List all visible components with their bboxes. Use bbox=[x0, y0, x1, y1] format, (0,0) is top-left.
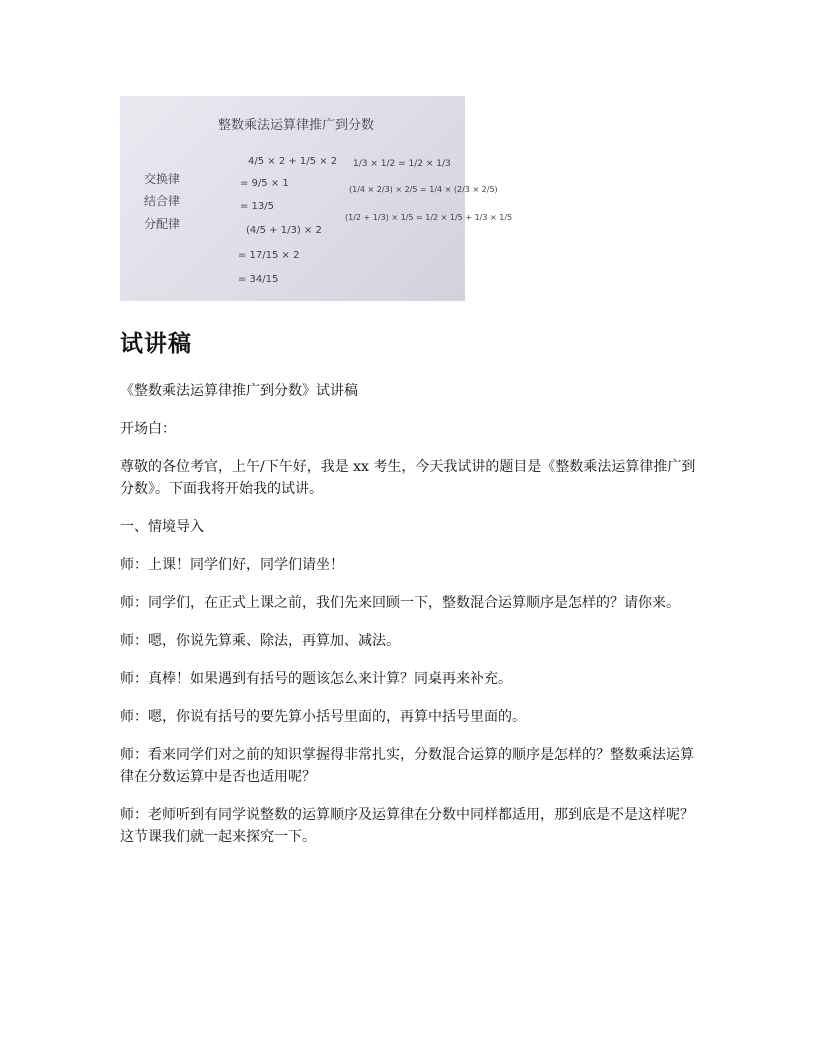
photo-label-associative: 结合律 bbox=[144, 194, 181, 208]
photo-law-line: (1/2 + 1/3) × 1/5 = 1/2 × 1/5 + 1/3 × 1/5 bbox=[345, 213, 513, 222]
photo-work-line: = 9/5 × 1 bbox=[240, 178, 289, 189]
handwritten-notes-photo bbox=[120, 96, 513, 301]
photo-work-line: (4/5 + 1/3) × 2 bbox=[246, 225, 322, 236]
photo-label-distributive: 分配律 bbox=[144, 217, 181, 231]
paragraph: 师：真棒！如果遇到有括号的题该怎么来计算？同桌再来补充。 bbox=[120, 671, 512, 687]
paragraph: 师：看来同学们对之前的知识掌握得非常扎实，分数混合运算的顺序是怎样的？整数乘法运算律在分数运算中是否也适用呢？ bbox=[120, 747, 694, 785]
paragraph: 师：老师听到有同学说整数的运算顺序及运算律在分数中同样都适用，那到底是不是这样呢？这节课我们就一起来探究一下。 bbox=[120, 807, 694, 845]
photo-work-line: = 34/15 bbox=[238, 274, 279, 285]
paragraph: 尊敬的各位考官，上午/下午好，我是 xx 考生，今天我试讲的题目是《整数乘法运算律推广到分数》。下面我将开始我的试讲。 bbox=[120, 459, 696, 497]
paragraph: 开场白： bbox=[120, 421, 176, 437]
photo-title: 整数乘法运算律推广到分数 bbox=[218, 118, 375, 133]
paragraph: 师：嗯，你说先算乘、除法，再算加、减法。 bbox=[120, 633, 400, 649]
photo-work-line: 4/5 × 2 + 1/5 × 2 bbox=[248, 156, 338, 167]
paragraph: 师：嗯，你说有括号的要先算小括号里面的，再算中括号里面的。 bbox=[120, 709, 526, 725]
paragraph: 师：同学们，在正式上课之前，我们先来回顾一下，整数混合运算顺序是怎样的？请你来。 bbox=[120, 595, 680, 611]
handwriting-drawing bbox=[120, 96, 513, 301]
doc-title-line: 《整数乘法运算律推广到分数》试讲稿 bbox=[120, 383, 358, 399]
section-heading: 一、情境导入 bbox=[120, 519, 204, 535]
photo-law-line: (1/4 × 2/3) × 2/5 = 1/4 × (2/3 × 2/5) bbox=[349, 185, 498, 194]
photo-work-line: = 13/5 bbox=[240, 201, 275, 212]
photo-label-commutative: 交换律 bbox=[144, 172, 181, 186]
photo-work-line: = 17/15 × 2 bbox=[238, 250, 300, 261]
page-title: 试讲稿 bbox=[120, 331, 192, 357]
paragraph: 师：上课！同学们好，同学们请坐！ bbox=[120, 557, 344, 573]
photo-law-line: 1/3 × 1/2 = 1/2 × 1/3 bbox=[353, 159, 451, 169]
document-body bbox=[120, 380, 700, 864]
